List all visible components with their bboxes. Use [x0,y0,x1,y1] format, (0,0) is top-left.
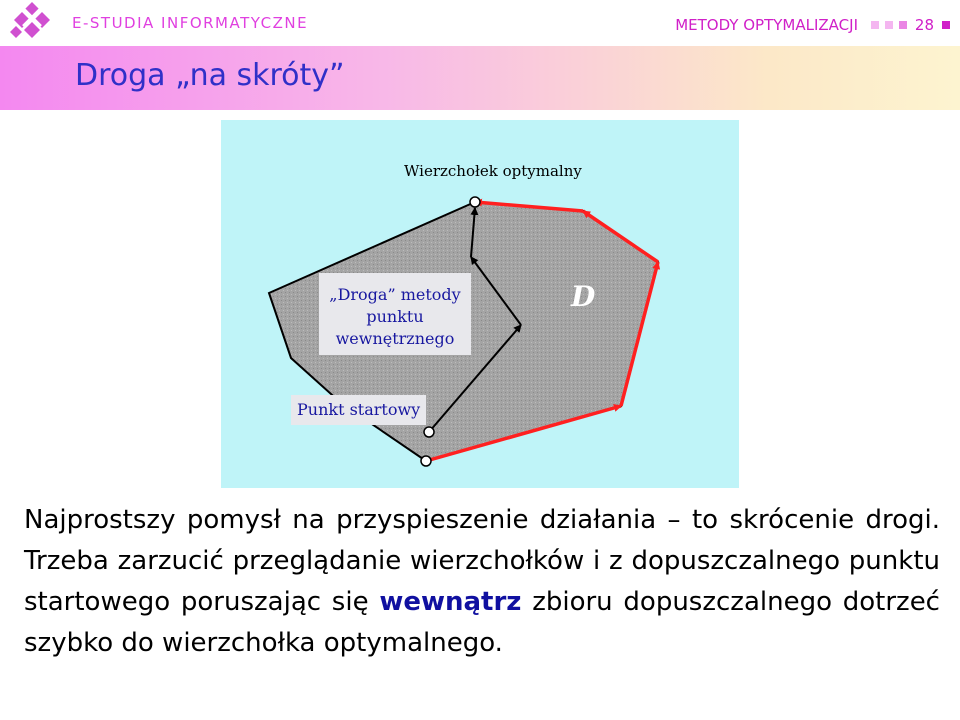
body-text-after: zbioru dopuszczalnego dotrzeć szybko do wierzchołka optymalnego. [24,587,940,658]
slide-header [0,0,960,46]
optimal-vertex-label: Wierzchołek optymalny [404,162,582,180]
body-text-before: Najprostszy pomysł na przyspieszenie działania – to skrócenie drogi. Trzeba zarzucić przeglądanie wierzchołków i z dopuszczalnego punktu startowego poruszając się [24,505,940,617]
start-point-marker [424,427,434,437]
progress-square-icon [871,21,879,29]
start-vertex-marker [421,456,431,466]
slide-title: Droga „na skróty” [75,58,345,93]
path-label-line1: „Droga” metody [329,285,461,304]
feasible-region-diagram [221,120,739,488]
progress-square-icon [885,21,893,29]
logo-icon [10,2,54,40]
page-number: 28 [914,16,934,34]
title-bar [0,46,960,110]
optimal-vertex-marker [470,197,480,207]
body-paragraph [24,500,940,664]
page-indicator [871,16,950,34]
course-name: METODY OPTYMALIZACJI [675,16,858,34]
body-emphasis: wewnątrz [379,587,522,617]
progress-square-icon [899,21,907,29]
start-point-label: Punkt startowy [297,400,421,419]
progress-square-icon [942,21,950,29]
brand-name: E-STUDIA INFORMATYCZNE [72,14,309,32]
path-label-line2: punktu [366,307,424,326]
path-label-line3: wewnętrznego [335,329,455,348]
set-d-label: D [571,280,596,313]
